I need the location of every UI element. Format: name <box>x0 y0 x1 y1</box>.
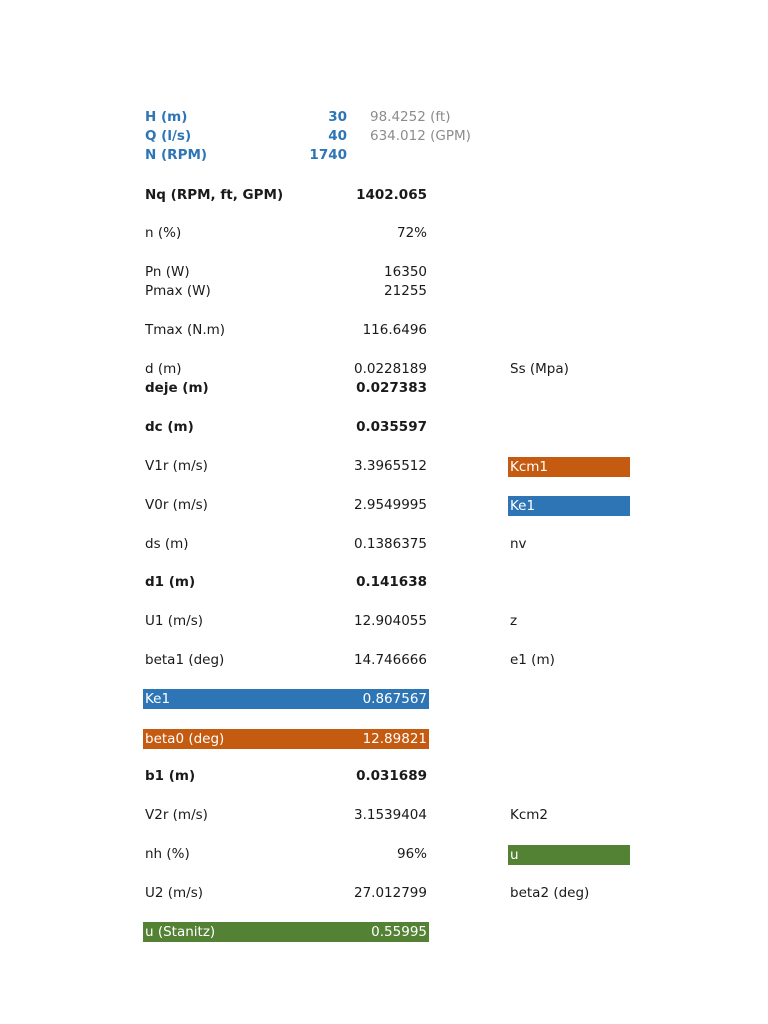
nq-label: Nq (RPM, ft, GPM) <box>145 187 284 203</box>
b1-value[interactable]: 0.031689 <box>356 768 427 784</box>
e1-label: e1 (m) <box>510 652 555 668</box>
dc-label: dc (m) <box>145 419 194 435</box>
ds-value[interactable]: 0.1386375 <box>353 536 427 552</box>
ds-label: ds (m) <box>145 536 189 552</box>
tmax-value[interactable]: 116.6496 <box>362 322 427 338</box>
beta0-label: beta0 (deg) <box>145 731 225 747</box>
v0r-label: V0r (m/s) <box>145 497 208 513</box>
h-value[interactable]: 30 <box>328 109 347 125</box>
q-value[interactable]: 40 <box>328 128 347 144</box>
b1-label: b1 (m) <box>145 768 196 784</box>
d-label: d (m) <box>145 361 182 377</box>
pmax-label: Pmax (W) <box>145 283 211 299</box>
h-label: H (m) <box>145 109 188 125</box>
ke1-value: 0.867567 <box>362 691 427 707</box>
v0r-value[interactable]: 2.9549995 <box>353 497 427 513</box>
beta1-label: beta1 (deg) <box>145 652 225 668</box>
stanitz-highlight-row[interactable] <box>143 922 429 942</box>
q-label: Q (l/s) <box>145 128 192 144</box>
nq-value[interactable]: 1402.065 <box>356 187 427 203</box>
ke1-highlight-row[interactable] <box>143 689 429 709</box>
u-highlight-cell[interactable] <box>508 845 630 865</box>
kcm1-highlight-cell[interactable] <box>508 457 630 477</box>
q-conversion: 634.012 (GPM) <box>370 128 471 144</box>
efficiency-value[interactable]: 72% <box>396 225 427 241</box>
h-conversion: 98.4252 (ft) <box>370 109 451 125</box>
nv-label: nv <box>510 536 527 552</box>
ke1-right-label: Ke1 <box>510 498 536 514</box>
beta1-value[interactable]: 14.746666 <box>353 652 427 668</box>
beta2-label: beta2 (deg) <box>510 885 590 901</box>
pn-label: Pn (W) <box>145 264 190 280</box>
d-value[interactable]: 0.0228189 <box>353 361 427 377</box>
stanitz-label: u (Stanitz) <box>145 924 216 940</box>
d1-label: d1 (m) <box>145 574 196 590</box>
u2-label: U2 (m/s) <box>145 885 204 901</box>
pmax-value[interactable]: 21255 <box>384 283 427 299</box>
u1-label: U1 (m/s) <box>145 613 204 629</box>
kcm2-label: Kcm2 <box>510 807 549 823</box>
tmax-label: Tmax (N.m) <box>145 322 226 338</box>
stanitz-value: 0.55995 <box>371 924 427 940</box>
v1r-label: V1r (m/s) <box>145 458 208 474</box>
n-label: N (RPM) <box>145 147 208 163</box>
nh-label: nh (%) <box>145 846 190 862</box>
v2r-label: V2r (m/s) <box>145 807 208 823</box>
v1r-value[interactable]: 3.3965512 <box>353 458 427 474</box>
dc-value[interactable]: 0.035597 <box>356 419 427 435</box>
ke1-label: Ke1 <box>145 691 171 707</box>
beta0-highlight-row[interactable] <box>143 729 429 749</box>
deje-label: deje (m) <box>145 380 209 396</box>
v2r-value[interactable]: 3.1539404 <box>353 807 427 823</box>
deje-value[interactable]: 0.027383 <box>356 380 427 396</box>
efficiency-label: n (%) <box>145 225 182 241</box>
ss-label: Ss (Mpa) <box>510 361 569 377</box>
u-label: u <box>510 847 519 863</box>
kcm1-label: Kcm1 <box>510 459 549 475</box>
ke1-right-highlight-cell[interactable] <box>508 496 630 516</box>
u1-value[interactable]: 12.904055 <box>353 613 427 629</box>
d1-value[interactable]: 0.141638 <box>356 574 427 590</box>
z-label: z <box>510 613 518 629</box>
pn-value[interactable]: 16350 <box>384 264 427 280</box>
n-value[interactable]: 1740 <box>309 147 347 163</box>
nh-value[interactable]: 96% <box>396 846 427 862</box>
beta0-value: 12.89821 <box>362 731 427 747</box>
u2-value[interactable]: 27.012799 <box>353 885 427 901</box>
